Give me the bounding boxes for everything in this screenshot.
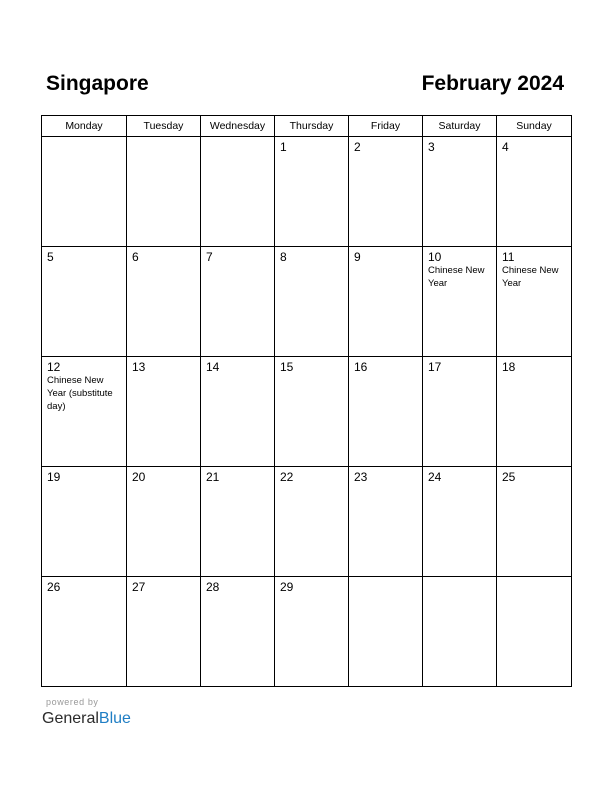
- empty-day-cell: [497, 577, 572, 687]
- country-title: Singapore: [46, 72, 149, 95]
- empty-day-cell: [423, 577, 497, 687]
- day-number: 19: [47, 470, 61, 484]
- day-cell[interactable]: [127, 357, 201, 467]
- day-cell[interactable]: [423, 467, 497, 577]
- day-cell[interactable]: [275, 467, 349, 577]
- weekday-header-monday: Monday: [42, 116, 127, 137]
- week-row: [42, 247, 572, 357]
- day-number: 10: [428, 250, 442, 264]
- day-number: [349, 577, 422, 580]
- day-number: 18: [502, 360, 516, 374]
- day-number: [201, 137, 274, 140]
- holiday-label: Chinese New Year: [502, 265, 559, 289]
- calendar-grid: [41, 115, 572, 687]
- week-row: [42, 577, 572, 687]
- day-number: [42, 137, 126, 140]
- day-number: 16: [354, 360, 368, 374]
- day-number: 22: [280, 470, 294, 484]
- day-cell[interactable]: [275, 137, 349, 247]
- day-cell[interactable]: [201, 357, 275, 467]
- day-number: [423, 577, 496, 580]
- day-cell[interactable]: [201, 577, 275, 687]
- empty-day-cell: [127, 137, 201, 247]
- day-number: 12: [47, 360, 61, 374]
- day-cell[interactable]: [423, 137, 497, 247]
- day-cell[interactable]: [349, 137, 423, 247]
- day-number: 5: [47, 250, 54, 264]
- day-number: 28: [206, 580, 220, 594]
- day-number: 15: [280, 360, 294, 374]
- week-row: [42, 467, 572, 577]
- day-number: 27: [132, 580, 146, 594]
- weekday-header-friday: Friday: [349, 116, 423, 137]
- day-cell[interactable]: [127, 467, 201, 577]
- day-number: 11: [502, 250, 515, 264]
- day-number: 26: [47, 580, 61, 594]
- day-cell[interactable]: [349, 247, 423, 357]
- weekday-header-saturday: Saturday: [423, 116, 497, 137]
- day-number: 21: [206, 470, 220, 484]
- holiday-label: Chinese New Year: [428, 265, 485, 289]
- day-number: 17: [428, 360, 442, 374]
- day-cell[interactable]: [127, 247, 201, 357]
- day-cell[interactable]: [349, 357, 423, 467]
- weekday-header-thursday: Thursday: [275, 116, 349, 137]
- weekday-header-sunday: Sunday: [497, 116, 572, 137]
- generalblue-logo[interactable]: [42, 709, 131, 729]
- day-number: 4: [502, 140, 509, 154]
- week-row: [42, 357, 572, 467]
- day-cell[interactable]: [42, 577, 127, 687]
- week-row: [42, 137, 572, 247]
- empty-day-cell: [42, 137, 127, 247]
- month-year-title: February 2024: [421, 72, 564, 95]
- empty-day-cell: [201, 137, 275, 247]
- day-number: 25: [502, 470, 516, 484]
- day-number: 13: [132, 360, 146, 374]
- day-cell[interactable]: [127, 577, 201, 687]
- holiday-label: Chinese New Year (substitute day): [47, 375, 113, 412]
- day-cell[interactable]: [42, 247, 127, 357]
- powered-by-label: powered by: [46, 697, 99, 707]
- empty-day-cell: [349, 577, 423, 687]
- weekday-header-tuesday: Tuesday: [127, 116, 201, 137]
- day-number: 9: [354, 250, 361, 264]
- day-number: 23: [354, 470, 368, 484]
- day-number: 1: [280, 140, 287, 154]
- day-number: 3: [428, 140, 435, 154]
- day-number: 29: [280, 580, 294, 594]
- weekday-header-row: [42, 116, 572, 137]
- day-number: [127, 137, 200, 140]
- day-cell[interactable]: [42, 467, 127, 577]
- weekday-header-wednesday: Wednesday: [201, 116, 275, 137]
- day-number: 24: [428, 470, 442, 484]
- day-number: 2: [354, 140, 361, 154]
- day-cell[interactable]: [275, 247, 349, 357]
- day-number: 8: [280, 250, 287, 264]
- day-number: 20: [132, 470, 146, 484]
- brand-text-blue: Blue: [98, 710, 131, 727]
- day-cell[interactable]: [275, 577, 349, 687]
- day-cell[interactable]: [275, 357, 349, 467]
- day-number: [497, 577, 571, 580]
- day-cell[interactable]: [497, 247, 572, 357]
- day-cell[interactable]: [349, 467, 423, 577]
- day-cell[interactable]: [201, 247, 275, 357]
- day-cell[interactable]: [497, 357, 572, 467]
- day-cell[interactable]: [497, 467, 572, 577]
- day-cell[interactable]: [423, 357, 497, 467]
- day-cell[interactable]: [201, 467, 275, 577]
- day-number: 14: [206, 360, 220, 374]
- brand-text-general: General: [42, 710, 99, 727]
- day-number: 7: [206, 250, 213, 264]
- day-cell[interactable]: [423, 247, 497, 357]
- day-cell[interactable]: [497, 137, 572, 247]
- day-cell[interactable]: [42, 357, 127, 467]
- day-number: 6: [132, 250, 139, 264]
